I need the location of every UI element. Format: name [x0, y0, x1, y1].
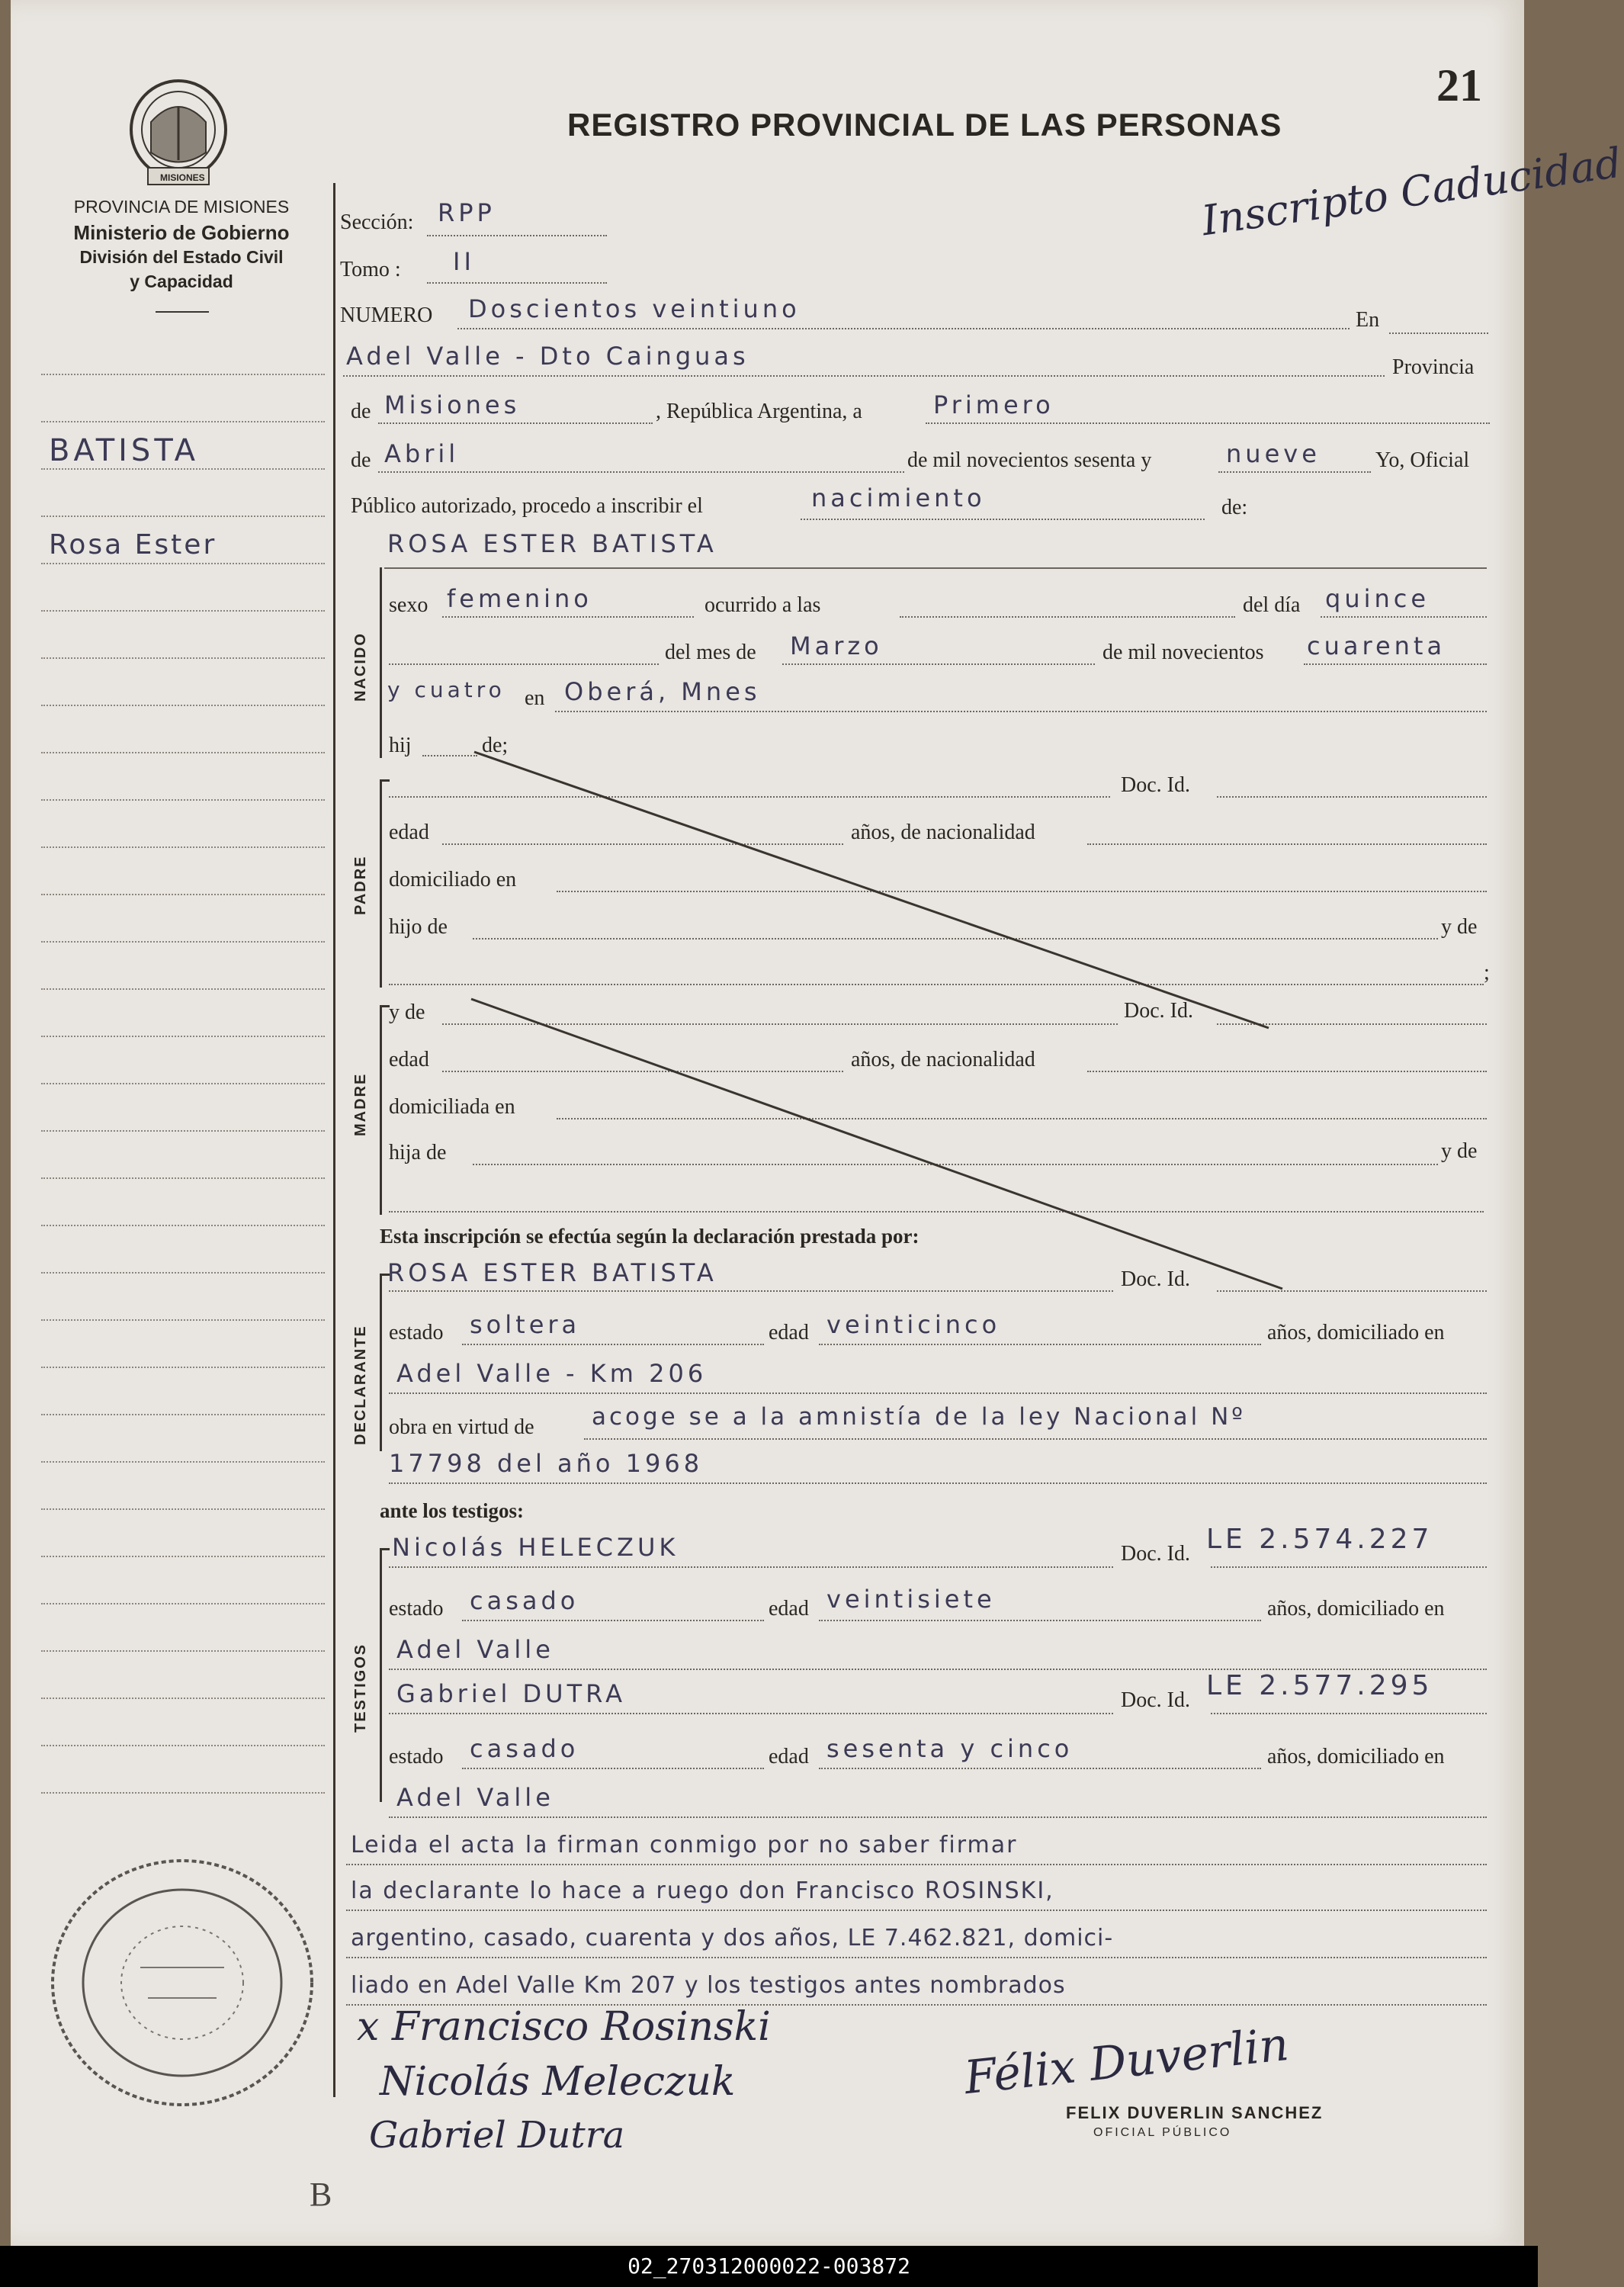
padre-domiciliado-label: domiciliado en	[389, 868, 517, 891]
signature-nicolas: Nicolás Meleczuk	[380, 2059, 736, 2105]
madre-doc-label: Doc. Id.	[1124, 999, 1193, 1023]
madre-edad-label: edad	[389, 1048, 429, 1071]
declarante-domicilio-value: Adel Valle - Km 206	[396, 1359, 708, 1388]
testigo2-nombre: Gabriel DUTRA	[396, 1679, 626, 1708]
madre-y-de2-label: y de	[1441, 1139, 1478, 1163]
document-page	[11, 0, 1624, 2246]
nacido-anio-value-2: y cuatro	[387, 677, 505, 702]
declarante-domiciliado-label: años, domiciliado en	[1267, 1321, 1445, 1344]
padre-section-label: PADRE	[352, 855, 369, 915]
declarante-edad-label: edad	[769, 1321, 809, 1344]
nota-line-3: argentino, casado, cuarenta y dos años, LE 7.462.821, domici-	[351, 1925, 1114, 1951]
ocurrido-label: ocurrido a las	[704, 593, 821, 617]
padre-anios-label: años, de nacionalidad	[851, 821, 1035, 844]
signature-francisco: x Francisco Rosinski	[357, 2004, 771, 2050]
seccion-value: RPP	[438, 198, 496, 227]
numero-value: Doscientos veintiuno	[468, 294, 801, 323]
mil-label: de mil novecientos sesenta y	[907, 448, 1152, 472]
sexo-value: femenino	[447, 584, 592, 613]
mes-registro-value: Abril	[384, 439, 460, 468]
madre-hija-label: hija de	[389, 1141, 447, 1164]
padre-hijo-label: hijo de	[389, 915, 448, 939]
nacido-dia-value: quince	[1325, 584, 1430, 613]
nacido-section-label: NACIDO	[352, 632, 369, 702]
tomo-label: Tomo :	[340, 258, 401, 281]
testigos-intro: ante los testigos:	[380, 1499, 524, 1522]
localidad-value: Adel Valle - Dto Cainguas	[346, 342, 749, 371]
bottom-mark: B	[310, 2176, 332, 2213]
de-label: de	[351, 400, 371, 423]
obra-value-2: 17798 del año 1968	[389, 1449, 704, 1478]
declarante-doc-label: Doc. Id.	[1121, 1267, 1190, 1291]
page-number: 21	[1436, 60, 1482, 111]
en-nacido-label: en	[525, 686, 545, 710]
annotation-signature: Inscripto Caducidad	[1199, 138, 1624, 246]
oficial-cargo: OFICIAL PÚBLICO	[1093, 2126, 1232, 2139]
declarante-section-label: DECLARANTE	[352, 1325, 369, 1445]
madre-anios-label: años, de nacionalidad	[851, 1048, 1035, 1071]
numero-label: NUMERO	[340, 304, 433, 327]
de-colon-label: de:	[1221, 496, 1248, 519]
madre-domiciliada-label: domiciliada en	[389, 1095, 515, 1119]
padre-doc-label: Doc. Id.	[1121, 773, 1190, 797]
padre-edad-label: edad	[389, 821, 429, 844]
testigo2-estado-label: estado	[389, 1745, 444, 1768]
en-label: En	[1356, 308, 1380, 332]
obra-label: obra en virtud de	[389, 1415, 534, 1439]
tomo-value: II	[453, 247, 475, 276]
nacido-anio-value: cuarenta	[1307, 631, 1446, 660]
nacido-nombre: ROSA ESTER BATISTA	[387, 529, 717, 558]
madre-section-label: MADRE	[352, 1072, 369, 1136]
testigo2-estado-value: casado	[470, 1734, 579, 1763]
dia-registro-value: Primero	[933, 390, 1054, 419]
footer-id: 02_270312000022-003872	[627, 2253, 910, 2279]
padre-y-de-label: y de	[1441, 915, 1478, 939]
sexo-label: sexo	[389, 593, 428, 617]
testigo2-edad-value: sesenta y cinco	[826, 1734, 1074, 1763]
margin-surname: BATISTA	[49, 433, 200, 468]
testigo2-domiciliado-label: años, domiciliado en	[1267, 1745, 1445, 1768]
nota-line-2: la declarante lo hace a ruego don Francisco ROSINSKI,	[351, 1877, 1054, 1904]
testigo2-doc-label: Doc. Id.	[1121, 1688, 1190, 1712]
signature-oficial: Félix Duverlin	[961, 2017, 1292, 2106]
testigo1-edad-label: edad	[769, 1597, 809, 1620]
testigo2-doc-value: LE 2.577.295	[1206, 1670, 1433, 1701]
seccion-label: Sección:	[340, 210, 414, 234]
testigo2-domicilio-value: Adel Valle	[396, 1783, 554, 1812]
testigo1-nombre: Nicolás HELECZUK	[392, 1533, 679, 1562]
del-mes-label: del mes de	[665, 641, 756, 664]
provincia-value: Misiones	[384, 390, 521, 419]
seal-label: MISIONES	[160, 172, 205, 183]
org-province: PROVINCIA DE MISIONES	[73, 197, 290, 217]
anio-registro-value: nueve	[1226, 439, 1321, 468]
declarante-estado-value: soltera	[470, 1310, 581, 1339]
padre-semicolon: ;	[1484, 961, 1490, 985]
page-title: REGISTRO PROVINCIAL DE LAS PERSONAS	[567, 107, 1282, 143]
de-label-2: de	[351, 448, 371, 472]
obra-value: acoge se a la amnistía de la ley Nacional Nº	[592, 1403, 1246, 1431]
nota-line-1: Leida el acta la firman conmigo por no saber firmar	[351, 1832, 1018, 1858]
provincia-label: Provincia	[1392, 355, 1475, 379]
madre-y-de-label: y de	[389, 1001, 425, 1024]
hij-de-label: de;	[482, 734, 509, 757]
testigo1-estado-label: estado	[389, 1597, 444, 1620]
testigo1-estado-value: casado	[470, 1586, 579, 1615]
org-division-2: y Capacidad	[130, 271, 233, 291]
testigo1-edad-value: veintisiete	[826, 1585, 996, 1614]
testigo1-doc-value: LE 2.574.227	[1206, 1524, 1433, 1555]
lugar-nacimiento-value: Oberá, Mnes	[564, 677, 761, 706]
de-mil-label: de mil novecientos	[1102, 641, 1264, 664]
republica-label: , República Argentina, a	[656, 400, 862, 423]
testigo1-doc-label: Doc. Id.	[1121, 1542, 1190, 1566]
declarante-edad-value: veinticinco	[826, 1310, 1001, 1339]
testigo2-edad-label: edad	[769, 1745, 809, 1768]
org-ministry: Ministerio de Gobierno	[73, 221, 290, 244]
declarante-intro: Esta inscripción se efectúa según la declaración prestada por:	[380, 1225, 920, 1248]
testigo1-domiciliado-label: años, domiciliado en	[1267, 1597, 1445, 1620]
del-dia-label: del día	[1243, 593, 1301, 617]
hij-label: hij	[389, 734, 412, 757]
official-stamp-icon	[41, 1853, 323, 2112]
nacido-mes-value: Marzo	[790, 631, 883, 660]
oficial-nombre: FELIX DUVERLIN SANCHEZ	[1066, 2103, 1324, 2122]
testigos-section-label: TESTIGOS	[352, 1643, 369, 1733]
declarante-estado-label: estado	[389, 1321, 444, 1344]
signature-gabriel: Gabriel Dutra	[369, 2114, 625, 2157]
publico-label: Público autorizado, procedo a inscribir el	[351, 494, 703, 518]
acto-value: nacimiento	[811, 483, 986, 512]
footer-bar	[0, 2246, 1538, 2287]
org-division: División del Estado Civil	[79, 247, 284, 267]
yo-oficial-label: Yo, Oficial	[1375, 448, 1470, 472]
declarante-nombre: ROSA ESTER BATISTA	[387, 1258, 717, 1287]
nota-line-4: liado en Adel Valle Km 207 y los testigos antes nombrados	[351, 1972, 1066, 1999]
testigo1-domicilio-value: Adel Valle	[396, 1635, 554, 1664]
margin-given-names: Rosa Ester	[49, 529, 217, 561]
